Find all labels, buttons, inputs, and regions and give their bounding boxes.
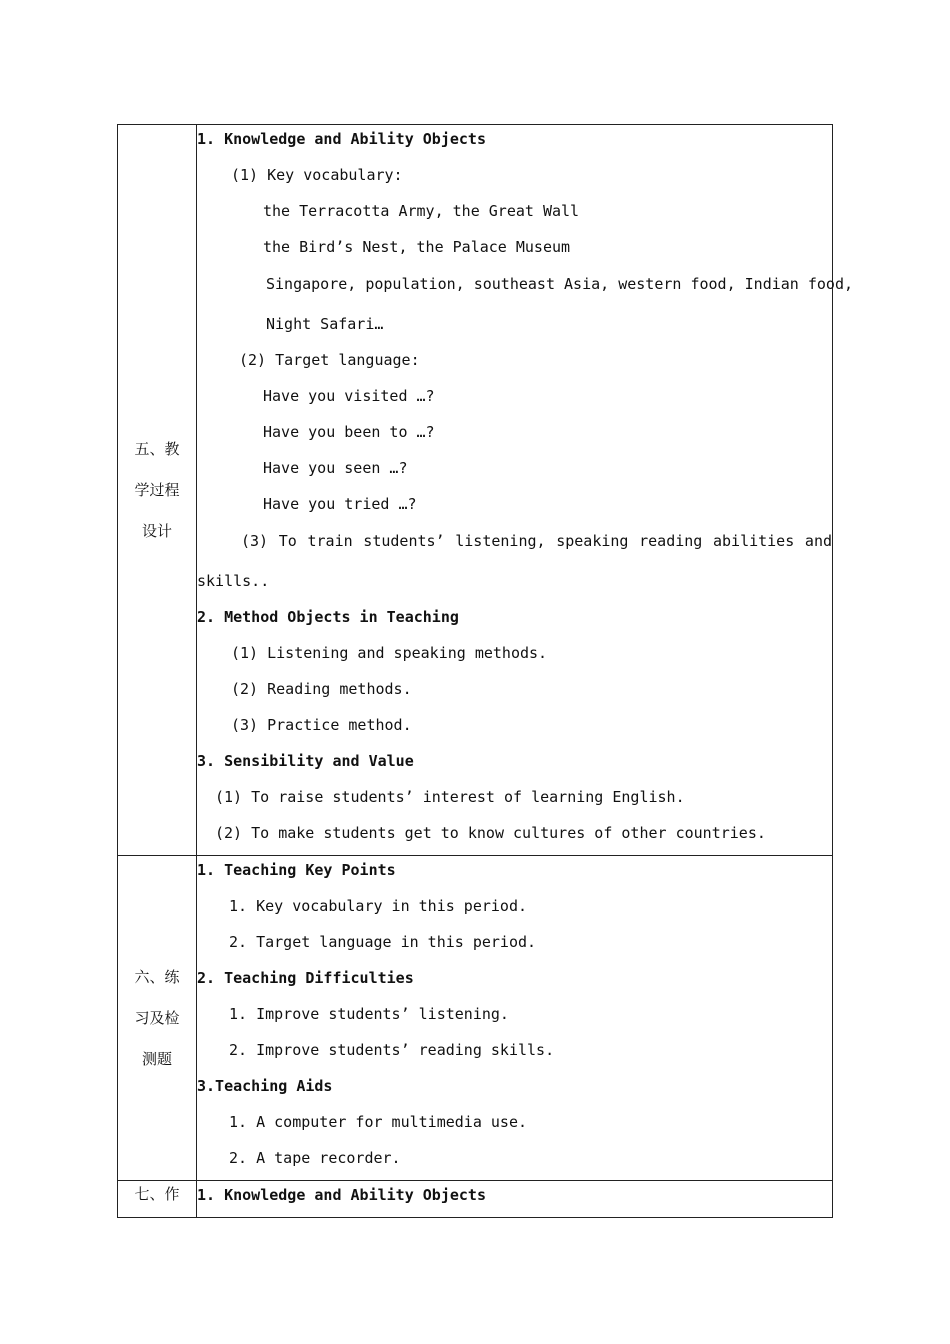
- heading: 3.Teaching Aids: [197, 1077, 333, 1095]
- section-6-label-line: 测题: [141, 1049, 172, 1068]
- aid-item: 2. A tape recorder.: [229, 1149, 401, 1167]
- difficulty-item: 2. Improve students’ reading skills.: [229, 1041, 555, 1059]
- section-5-label-line: 学过程: [134, 480, 180, 499]
- section-6-row: [118, 856, 833, 1181]
- section-6-label-line: 习及检: [134, 1008, 180, 1027]
- heading: 2. Method Objects in Teaching: [197, 608, 459, 626]
- section-7-content: [197, 1181, 833, 1218]
- section-5-label-line: 五、教: [134, 439, 180, 458]
- aid-item: 1. A computer for multimedia use.: [229, 1113, 528, 1131]
- section-5-label-line: 设计: [141, 521, 172, 540]
- train-line: skills..: [197, 572, 270, 590]
- section-6-content: [197, 856, 833, 1181]
- method-item: (1) Listening and speaking methods.: [231, 644, 548, 662]
- lesson-plan-table: [117, 124, 853, 1218]
- key-vocab-title: (1) Key vocabulary:: [231, 166, 403, 184]
- section-5-row: [118, 125, 833, 856]
- target-item: Have you tried …?: [263, 495, 417, 513]
- section-5-label: [118, 125, 197, 856]
- heading: 1. Teaching Key Points: [197, 861, 396, 879]
- target-title: (2) Target language:: [239, 351, 420, 369]
- target-item: Have you visited …?: [263, 387, 435, 405]
- vocab-line: the Bird’s Nest, the Palace Museum: [263, 238, 571, 256]
- target-item: Have you seen …?: [263, 459, 408, 477]
- value-item: (2) To make students get to know cultures of other countries.: [215, 824, 766, 842]
- heading: 1. Knowledge and Ability Objects: [197, 130, 486, 148]
- heading: 3. Sensibility and Value: [197, 752, 414, 770]
- method-item: (3) Practice method.: [231, 716, 412, 734]
- section-7-label: [118, 1181, 197, 1218]
- heading: 2. Teaching Difficulties: [197, 969, 414, 987]
- vocab-line: the Terracotta Army, the Great Wall: [263, 202, 580, 220]
- difficulty-item: 1. Improve students’ listening.: [229, 1005, 509, 1023]
- vocab-line: Night Safari…: [266, 315, 384, 333]
- value-item: (1) To raise students’ interest of learning English.: [215, 788, 685, 806]
- section-7-label-line: 七、作: [134, 1185, 180, 1203]
- section-6-label: [118, 856, 197, 1181]
- section-5-content: [197, 125, 853, 856]
- vocab-line: Singapore, population, southeast Asia, western food, Indian food,: [266, 275, 853, 293]
- target-item: Have you been to …?: [263, 423, 435, 441]
- section-6-label-line: 六、练: [134, 967, 180, 986]
- train-line: (3) To train students’ listening, speaking reading abilities and: [241, 532, 832, 550]
- section-7-row: [118, 1181, 833, 1218]
- key-point-item: 1. Key vocabulary in this period.: [229, 897, 528, 915]
- heading: 1. Knowledge and Ability Objects: [197, 1186, 486, 1204]
- method-item: (2) Reading methods.: [231, 680, 412, 698]
- key-point-item: 2. Target language in this period.: [229, 933, 537, 951]
